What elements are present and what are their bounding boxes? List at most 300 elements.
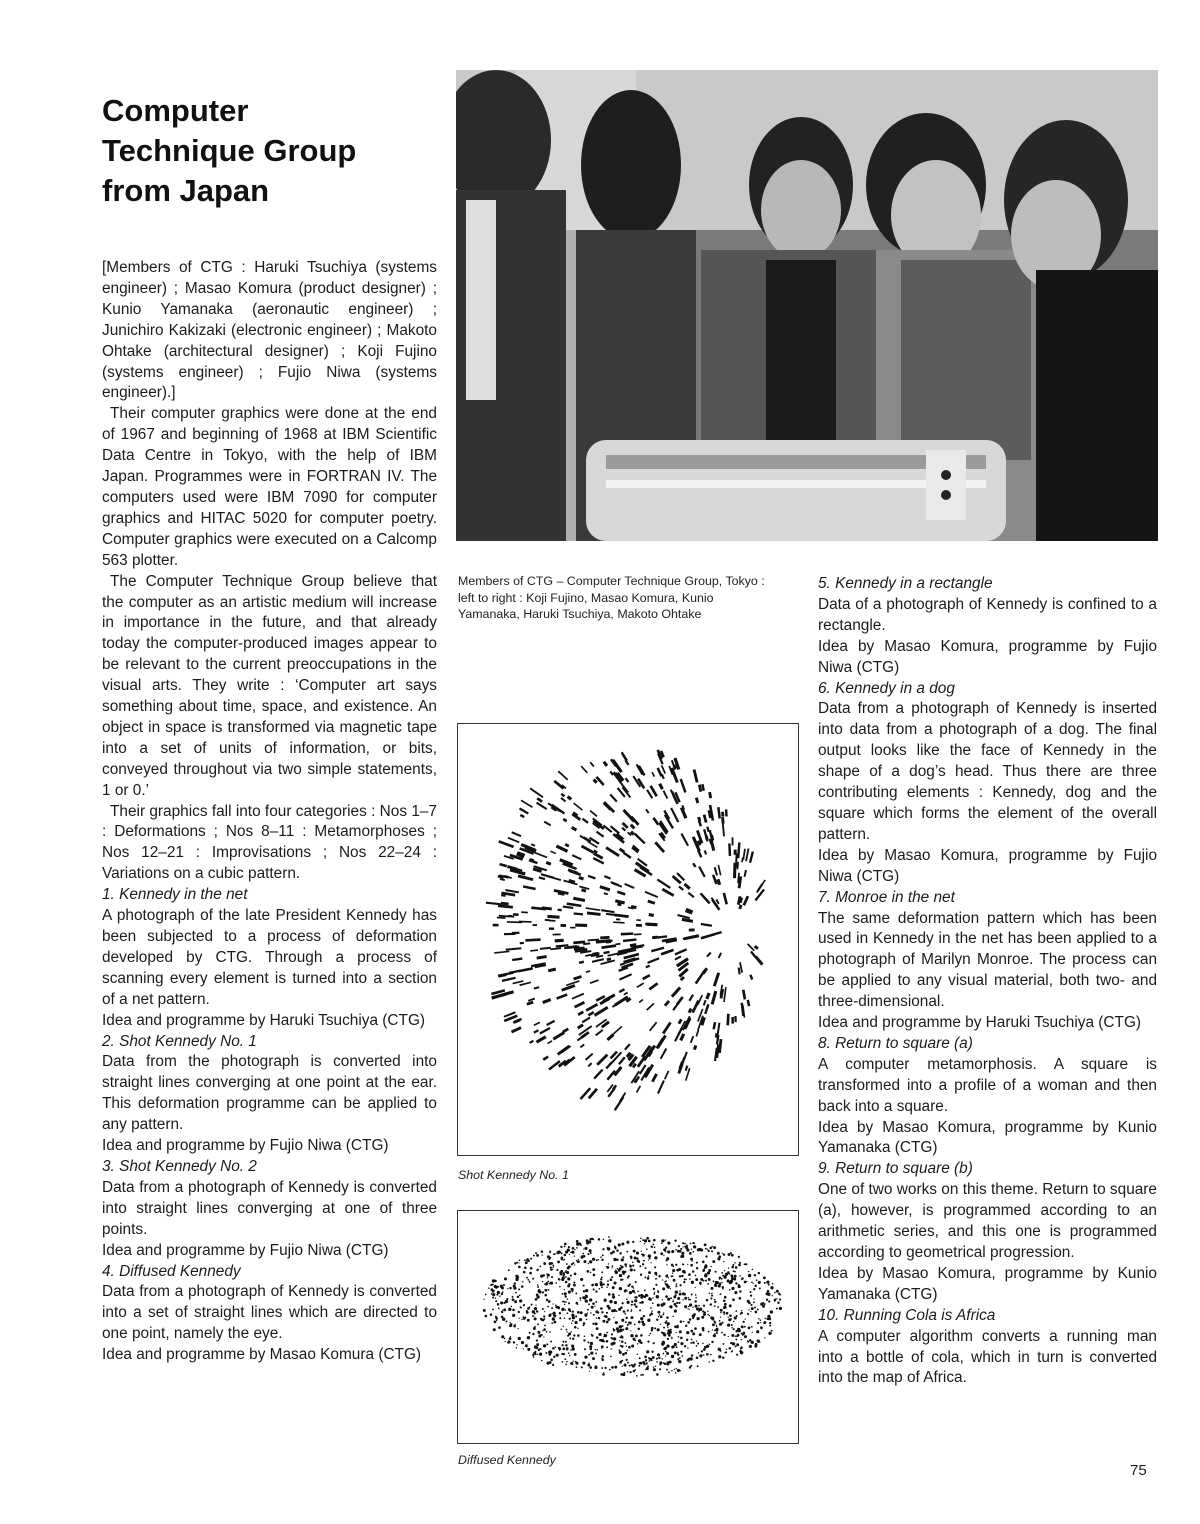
- right-paragraph: Idea by Masao Komura, programme by Fujio Niwa (CTG): [818, 637, 1157, 676]
- artwork-stroke: [548, 969, 556, 971]
- artwork-dot: [535, 1252, 537, 1254]
- artwork-dot: [624, 1271, 626, 1273]
- artwork-stroke: [563, 819, 566, 821]
- artwork-dot: [662, 1358, 663, 1359]
- artwork-dot: [710, 1316, 713, 1319]
- artwork-stroke: [648, 901, 655, 903]
- title-line-3: from Japan: [102, 172, 270, 208]
- artwork-dot: [631, 1304, 633, 1306]
- artwork-dot: [715, 1271, 717, 1273]
- artwork-stroke: [693, 863, 695, 867]
- artwork-dot: [648, 1335, 649, 1336]
- artwork-stroke: [699, 817, 700, 821]
- artwork-dot: [544, 1289, 547, 1292]
- artwork-dot: [657, 1291, 659, 1293]
- artwork-dot: [696, 1345, 698, 1347]
- artwork-dot: [584, 1313, 587, 1316]
- artwork-dot: [722, 1252, 723, 1253]
- artwork-dot: [640, 1241, 641, 1242]
- artwork-stroke: [718, 879, 720, 885]
- artwork-dot: [732, 1298, 735, 1301]
- artwork-stroke: [647, 790, 652, 798]
- artwork-dot: [593, 1274, 596, 1277]
- artwork-dot: [685, 1325, 687, 1327]
- artwork-dot: [526, 1258, 529, 1261]
- artwork-dot: [778, 1293, 780, 1295]
- artwork-dot: [579, 1297, 581, 1299]
- artwork-dot: [709, 1315, 710, 1316]
- artwork-dot: [768, 1300, 770, 1302]
- artwork-dot: [566, 1271, 569, 1274]
- artwork-dot: [509, 1324, 512, 1327]
- artwork-stroke: [744, 896, 748, 905]
- artwork-dot: [718, 1355, 721, 1358]
- artwork-dot: [536, 1269, 538, 1271]
- artwork-stroke: [537, 803, 547, 810]
- artwork-dot: [640, 1296, 643, 1299]
- artwork-dot: [650, 1333, 652, 1335]
- artwork-dot: [626, 1241, 629, 1244]
- artwork-dot: [769, 1325, 771, 1327]
- artwork-stroke: [619, 1057, 625, 1064]
- artwork-dot: [729, 1304, 732, 1307]
- artwork-dot: [757, 1322, 759, 1324]
- artwork-stroke: [689, 1009, 691, 1013]
- artwork-dot: [569, 1254, 570, 1255]
- artwork-stroke: [616, 944, 621, 945]
- artwork-stroke: [588, 1063, 591, 1066]
- artwork-dot: [592, 1302, 595, 1305]
- artwork-dot: [698, 1352, 700, 1354]
- artwork-dot: [646, 1362, 648, 1364]
- artwork-dot: [654, 1272, 657, 1275]
- artwork-dot: [596, 1259, 598, 1261]
- artwork-dot: [692, 1314, 695, 1317]
- artwork-stroke: [701, 893, 710, 903]
- artwork-dot: [739, 1290, 741, 1292]
- artwork-dot: [586, 1319, 587, 1320]
- artwork-dot: [692, 1332, 695, 1335]
- artwork-stroke: [536, 1037, 545, 1042]
- artwork-stroke: [563, 1029, 569, 1032]
- artwork-dot: [630, 1268, 633, 1271]
- artwork-dot: [665, 1275, 668, 1278]
- artwork-dot: [663, 1255, 664, 1256]
- artwork-dot: [636, 1251, 639, 1254]
- artwork-dot: [675, 1290, 678, 1293]
- artwork-stroke: [649, 915, 654, 916]
- artwork-dot: [573, 1349, 575, 1351]
- artwork-dot: [767, 1315, 770, 1318]
- artwork-dot: [490, 1284, 492, 1286]
- artwork-stroke: [672, 768, 678, 783]
- artwork-dot: [724, 1296, 727, 1299]
- artwork-dot: [527, 1319, 530, 1322]
- left-paragraph: Data from the photograph is converted into straight lines converging at one point at the ear. This deformation programme can be applied to any pattern.: [102, 1053, 437, 1134]
- artwork-dot: [506, 1298, 508, 1300]
- artwork-dot: [518, 1288, 520, 1290]
- artwork-dot: [529, 1282, 530, 1283]
- artwork-dot: [560, 1329, 562, 1331]
- artwork-dot: [723, 1261, 724, 1262]
- artwork-dot: [754, 1307, 756, 1309]
- artwork-dot: [608, 1263, 609, 1264]
- artwork-dot: [664, 1281, 666, 1283]
- artwork-dot: [504, 1341, 505, 1342]
- artwork-dot: [682, 1263, 684, 1265]
- artwork-dot: [547, 1281, 549, 1283]
- artwork-dot: [603, 1283, 605, 1285]
- artwork-dot: [622, 1302, 624, 1304]
- artwork-dot: [735, 1339, 737, 1341]
- artwork-dot: [494, 1285, 497, 1288]
- artwork-dot: [591, 1284, 594, 1287]
- artwork-stroke: [748, 1000, 749, 1006]
- artwork-dot: [684, 1297, 687, 1300]
- artwork-dot: [632, 1290, 635, 1293]
- artwork-dot: [720, 1350, 722, 1352]
- artwork-dot: [540, 1274, 543, 1277]
- artwork-dot: [666, 1264, 667, 1265]
- artwork-dot: [701, 1316, 704, 1319]
- artwork-dot: [776, 1290, 779, 1293]
- shot-kennedy-figure: [457, 723, 799, 1156]
- artwork-dot: [673, 1279, 676, 1282]
- artwork-dot: [584, 1348, 586, 1350]
- artwork-stroke: [511, 1028, 521, 1032]
- artwork-dot: [686, 1339, 688, 1341]
- artwork-dot: [760, 1326, 763, 1329]
- artwork-dot: [646, 1350, 649, 1353]
- artwork-dot: [693, 1251, 695, 1253]
- artwork-dot: [718, 1252, 720, 1254]
- artwork-dot: [654, 1327, 656, 1329]
- artwork-dot: [625, 1327, 628, 1330]
- artwork-dot: [514, 1262, 516, 1264]
- artwork-dot: [588, 1354, 590, 1356]
- artwork-dot: [589, 1238, 591, 1240]
- artwork-dot: [727, 1279, 730, 1282]
- artwork-dot: [608, 1307, 611, 1310]
- artwork-dot: [735, 1282, 737, 1284]
- artwork-dot: [536, 1343, 539, 1346]
- artwork-dot: [661, 1332, 663, 1334]
- right-text-column: [818, 574, 1157, 1389]
- artwork-dot: [619, 1252, 621, 1254]
- artwork-dot: [609, 1300, 612, 1303]
- artwork-dot: [664, 1363, 666, 1365]
- artwork-dot: [519, 1295, 520, 1296]
- artwork-dot: [681, 1275, 683, 1277]
- artwork-stroke: [750, 852, 753, 863]
- artwork-dot: [575, 1362, 578, 1365]
- artwork-stroke: [626, 778, 629, 782]
- artwork-dot: [598, 1259, 599, 1260]
- artwork-dot: [616, 1327, 619, 1330]
- artwork-dot: [619, 1351, 622, 1354]
- artwork-dot: [550, 1267, 552, 1269]
- artwork-dot: [681, 1255, 684, 1258]
- artwork-dot: [515, 1275, 518, 1278]
- artwork-stroke: [604, 802, 614, 812]
- artwork-dot: [625, 1342, 627, 1344]
- right-paragraph: A computer algorithm converts a running man into a bottle of cola, which in turn is converted into the map of Africa.: [818, 1327, 1157, 1387]
- artwork-stroke: [562, 985, 575, 990]
- artwork-dot: [687, 1359, 690, 1362]
- artwork-dot: [619, 1287, 622, 1290]
- artwork-dot: [545, 1352, 547, 1354]
- artwork-dot: [574, 1273, 577, 1276]
- artwork-dot: [653, 1288, 655, 1290]
- artwork-dot: [683, 1321, 684, 1322]
- artwork-dot: [637, 1353, 639, 1355]
- artwork-dot: [753, 1301, 755, 1303]
- artwork-dot: [580, 1278, 583, 1281]
- artwork-dot: [602, 1248, 604, 1250]
- artwork-dot: [680, 1320, 683, 1323]
- artwork-dot: [492, 1290, 494, 1292]
- artwork-stroke: [713, 875, 716, 884]
- artwork-dot: [626, 1359, 628, 1361]
- artwork-dot: [678, 1268, 681, 1271]
- artwork-dot: [550, 1358, 553, 1361]
- artwork-dot: [564, 1294, 566, 1296]
- artwork-stroke: [527, 1002, 533, 1004]
- artwork-dot: [600, 1283, 603, 1286]
- artwork-stroke: [635, 834, 645, 844]
- artwork-dot: [566, 1329, 568, 1331]
- artwork-dot: [747, 1341, 749, 1343]
- artwork-dot: [570, 1349, 572, 1351]
- artwork-stroke: [617, 904, 621, 905]
- artwork-dot: [744, 1335, 747, 1338]
- artwork-stroke: [498, 876, 504, 877]
- artwork-dot: [565, 1271, 567, 1273]
- artwork-stroke: [744, 870, 745, 877]
- artwork-dot: [627, 1371, 629, 1373]
- artwork-dot: [620, 1360, 622, 1362]
- artwork-dot: [712, 1260, 715, 1263]
- artwork-dot: [728, 1273, 730, 1275]
- right-paragraph: The same deformation pattern which has been used in Kennedy in the net has been applied to a photograph of Marilyn Monroe. The process can be applied to any visual material, both two- and three-dimensional.: [818, 909, 1157, 1011]
- artwork-dot: [695, 1275, 697, 1277]
- artwork-dot: [546, 1282, 549, 1285]
- artwork-stroke: [718, 865, 720, 875]
- artwork-dot: [625, 1317, 627, 1319]
- artwork-dot: [692, 1341, 695, 1344]
- artwork-dot: [690, 1258, 693, 1261]
- artwork-dot: [673, 1266, 675, 1268]
- artwork-dot: [734, 1275, 737, 1278]
- artwork-stroke: [586, 1054, 593, 1060]
- artwork-dot: [723, 1254, 725, 1256]
- artwork-dot: [548, 1353, 551, 1356]
- photo-caption-line-1: Members of CTG – Computer Technique Group, Tokyo :: [458, 574, 765, 588]
- artwork-stroke: [674, 765, 675, 769]
- artwork-dot: [566, 1349, 567, 1350]
- artwork-dot: [640, 1237, 642, 1239]
- artwork-dot: [619, 1325, 622, 1328]
- artwork-dot: [509, 1287, 511, 1289]
- artwork-dot: [536, 1293, 539, 1296]
- artwork-stroke: [607, 1071, 615, 1080]
- artwork-dot: [692, 1307, 693, 1308]
- artwork-dot: [617, 1268, 619, 1270]
- artwork-dot: [606, 1286, 608, 1288]
- artwork-dot: [591, 1306, 594, 1309]
- artwork-dot: [499, 1295, 500, 1296]
- artwork-dot: [501, 1335, 504, 1338]
- artwork-dot: [607, 1318, 610, 1321]
- artwork-dot: [601, 1358, 604, 1361]
- artwork-stroke: [637, 983, 644, 987]
- artwork-stroke: [681, 779, 686, 792]
- artwork-stroke: [655, 842, 664, 852]
- artwork-dot: [538, 1349, 540, 1351]
- artwork-dot: [571, 1344, 574, 1347]
- artwork-dot: [666, 1369, 668, 1371]
- artwork-stroke: [596, 1030, 603, 1035]
- artwork-dot: [717, 1306, 719, 1308]
- artwork-dot: [567, 1285, 570, 1288]
- artwork-dot: [537, 1323, 539, 1325]
- artwork-dot: [622, 1353, 625, 1356]
- line-portrait-artwork: [458, 724, 798, 1155]
- artwork-dot: [644, 1356, 647, 1359]
- artwork-stroke: [675, 949, 687, 954]
- artwork-stroke: [738, 873, 739, 883]
- artwork-dot: [608, 1293, 611, 1296]
- right-heading: 10. Running Cola is Africa: [818, 1306, 996, 1324]
- artwork-dot: [691, 1354, 693, 1356]
- artwork-dot: [736, 1315, 738, 1317]
- artwork-stroke: [508, 838, 519, 843]
- artwork-stroke: [512, 832, 521, 836]
- artwork-stroke: [499, 841, 514, 847]
- artwork-stroke: [650, 1022, 657, 1031]
- artwork-dot: [653, 1368, 656, 1371]
- artwork-dot: [512, 1296, 514, 1298]
- artwork-dot: [601, 1286, 603, 1288]
- artwork-dot: [770, 1286, 773, 1289]
- artwork-stroke: [698, 841, 700, 846]
- artwork-stroke: [631, 825, 635, 829]
- artwork-dot: [709, 1247, 712, 1250]
- artwork-dot: [744, 1318, 745, 1319]
- artwork-dot: [542, 1330, 543, 1331]
- artwork-dot: [561, 1344, 563, 1346]
- artwork-dot: [776, 1308, 778, 1310]
- artwork-dot: [492, 1309, 494, 1311]
- artwork-dot: [676, 1346, 678, 1348]
- artwork-stroke: [615, 997, 628, 1005]
- artwork-stroke: [716, 1033, 717, 1037]
- artwork-dot: [527, 1348, 530, 1351]
- artwork-stroke: [518, 876, 533, 880]
- artwork-stroke: [660, 784, 663, 790]
- artwork-dot: [543, 1315, 545, 1317]
- artwork-stroke: [531, 844, 535, 846]
- artwork-stroke: [535, 853, 548, 858]
- artwork-dot: [696, 1307, 699, 1310]
- artwork-dot: [521, 1319, 522, 1320]
- artwork-stroke: [624, 954, 639, 958]
- artwork-dot: [646, 1367, 649, 1370]
- artwork-stroke: [673, 876, 681, 883]
- artwork-stroke: [748, 944, 755, 951]
- artwork-dot: [708, 1331, 710, 1333]
- artwork-dot: [572, 1247, 575, 1250]
- artwork-stroke: [738, 842, 739, 858]
- artwork-dot: [678, 1245, 680, 1247]
- artwork-dot: [680, 1248, 682, 1250]
- artwork-stroke: [682, 919, 693, 921]
- artwork-stroke: [651, 948, 664, 951]
- artwork-dot: [595, 1349, 596, 1350]
- artwork-dot: [651, 1312, 653, 1314]
- artwork-stroke: [613, 922, 624, 923]
- artwork-dot: [566, 1263, 568, 1265]
- artwork-dot: [721, 1282, 722, 1283]
- artwork-dot: [737, 1334, 740, 1337]
- artwork-dot: [603, 1372, 604, 1373]
- artwork-dot: [667, 1322, 670, 1325]
- artwork-dot: [523, 1317, 526, 1320]
- artwork-stroke: [540, 948, 551, 949]
- artwork-dot: [741, 1310, 742, 1311]
- artwork-dot: [569, 1355, 570, 1356]
- artwork-dot: [618, 1308, 621, 1311]
- artwork-dot: [558, 1279, 560, 1281]
- artwork-dot: [732, 1264, 734, 1266]
- artwork-dot: [663, 1333, 666, 1336]
- artwork-dot: [666, 1362, 669, 1365]
- artwork-stroke: [658, 1036, 666, 1048]
- artwork-stroke: [704, 1000, 706, 1005]
- artwork-dot: [507, 1288, 508, 1289]
- artwork-dot: [633, 1269, 635, 1271]
- artwork-stroke: [530, 950, 538, 951]
- artwork-stroke: [574, 913, 583, 914]
- right-heading: 5. Kennedy in a rectangle: [818, 575, 993, 592]
- artwork-dot: [621, 1266, 624, 1269]
- artwork-dot: [643, 1315, 645, 1317]
- artwork-dot: [618, 1243, 621, 1246]
- artwork-dot: [711, 1250, 713, 1252]
- right-paragraph: Idea and programme by Haruki Tsuchiya (CTG): [818, 1014, 1142, 1032]
- artwork-stroke: [507, 866, 517, 869]
- artwork-dot: [696, 1267, 698, 1269]
- artwork-stroke: [719, 953, 722, 958]
- diffused-kennedy-figure: [457, 1210, 799, 1444]
- artwork-dot: [527, 1307, 530, 1310]
- artwork-dot: [549, 1361, 552, 1364]
- artwork-dot: [603, 1299, 606, 1302]
- artwork-stroke: [595, 1007, 608, 1015]
- left-paragraph: Data from a photograph of Kennedy is converted into straight lines converging at one of three points.: [102, 1178, 437, 1238]
- artwork-stroke: [625, 1044, 630, 1050]
- artwork-dot: [714, 1333, 715, 1334]
- artwork-dot: [653, 1366, 654, 1367]
- artwork-stroke: [506, 948, 522, 949]
- artwork-dot: [640, 1334, 643, 1337]
- artwork-stroke: [621, 934, 634, 935]
- artwork-stroke: [619, 974, 631, 979]
- artwork-stroke: [691, 1036, 693, 1043]
- left-paragraph: Idea and programme by Masao Komura (CTG): [102, 1346, 422, 1364]
- artwork-stroke: [546, 862, 551, 864]
- artwork-dot: [708, 1278, 711, 1281]
